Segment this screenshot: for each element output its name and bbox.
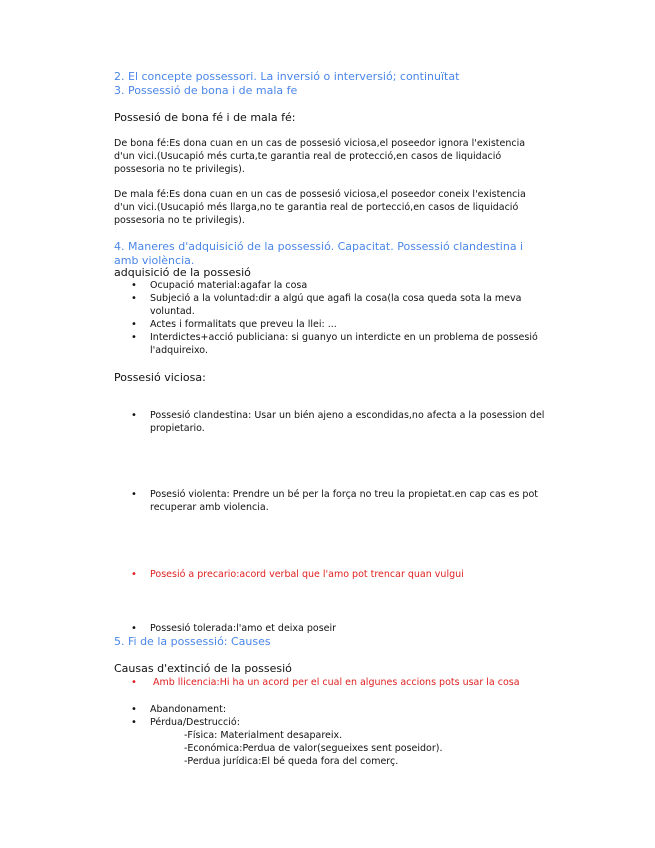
viciosa-item-tolerada: • Possesió tolerada:l'amo et deixa poseir <box>114 622 580 635</box>
viciosa-item-llicencia: • Amb llicencia:Hi ha un acord per el cual en algunes accions pots usar la cosa <box>114 676 583 689</box>
extinction-list <box>114 703 544 729</box>
section5-subtitle: Causas d'extinció de la possesió <box>114 662 292 675</box>
viciosa-item-violenta: • Posesió violenta: Prendre un bé per la força no treu la propietat.en cap cas es pot recuperar amb violencia. <box>114 488 580 514</box>
acquisition-list <box>114 279 544 357</box>
heading-section-2: 2. El concepte possessori. La inversió o interversió; continuïtat <box>114 70 460 83</box>
list-item: • Actes i formalitats que preveu la llei: ... <box>114 318 544 331</box>
section4-subtitle: adquisició de la possesió <box>114 266 251 279</box>
list-item: • Interdictes+acció publiciana: si guanyo un interdicte en un problema de possesió l'adquireixo. <box>114 331 544 357</box>
heading-section-3: 3. Possessió de bona i de mala fe <box>114 84 298 97</box>
viciosa-title: Possesió viciosa: <box>114 371 206 384</box>
mala-fe-paragraph: De mala fé:Es dona cuan en un cas de possesió viciosa,el poseedor coneix l'existencia d'un vici.(Usucapió més llarga,no te garantia real de portecció,en casos de liquidació possesoria no te privilegis). <box>114 189 526 226</box>
list-item: • Pérdua/Destrucció: <box>114 716 544 729</box>
heading-section-4: 4. Maneres d'adquisició de la possessió. Capacitat. Possessió clandestina i amb violència. <box>114 240 524 267</box>
subitem-fisica: -Física: Materialment desapareix. <box>184 730 343 741</box>
viciosa-item-clandestina: • Possesió clandestina: Usar un bién ajeno a escondidas,no afecta a la posession del propietario. <box>114 409 580 435</box>
subitem-juridica: -Perdua jurídica:El bé queda fora del comerç. <box>184 756 399 767</box>
list-item: • Subjeció a la voluntad:dir a algú que agafi la cosa(la cosa queda sota la meva voluntad. <box>114 292 544 318</box>
list-item: • Abandonament: <box>114 703 544 716</box>
list-item: • Ocupació material:agafar la cosa <box>114 279 544 292</box>
viciosa-item-precario: • Posesió a precario:acord verbal que l'amo pot trencar quan vulgui <box>114 568 580 581</box>
section3-subtitle: Possesió de bona fé i de mala fé: <box>114 111 296 124</box>
heading-section-5: 5. Fi de la possessió: Causes <box>114 635 271 648</box>
bona-fe-paragraph: De bona fé:Es dona cuan en un cas de possesió viciosa,el poseedor ignora l'existencia d'un vici.(Usucapió més curta,te garantia real de protecció,en casos de liquidació possesoria no te privilegis). <box>114 138 526 175</box>
subitem-economica: -Económica:Perdua de valor(segueixes sent poseidor). <box>184 743 443 754</box>
